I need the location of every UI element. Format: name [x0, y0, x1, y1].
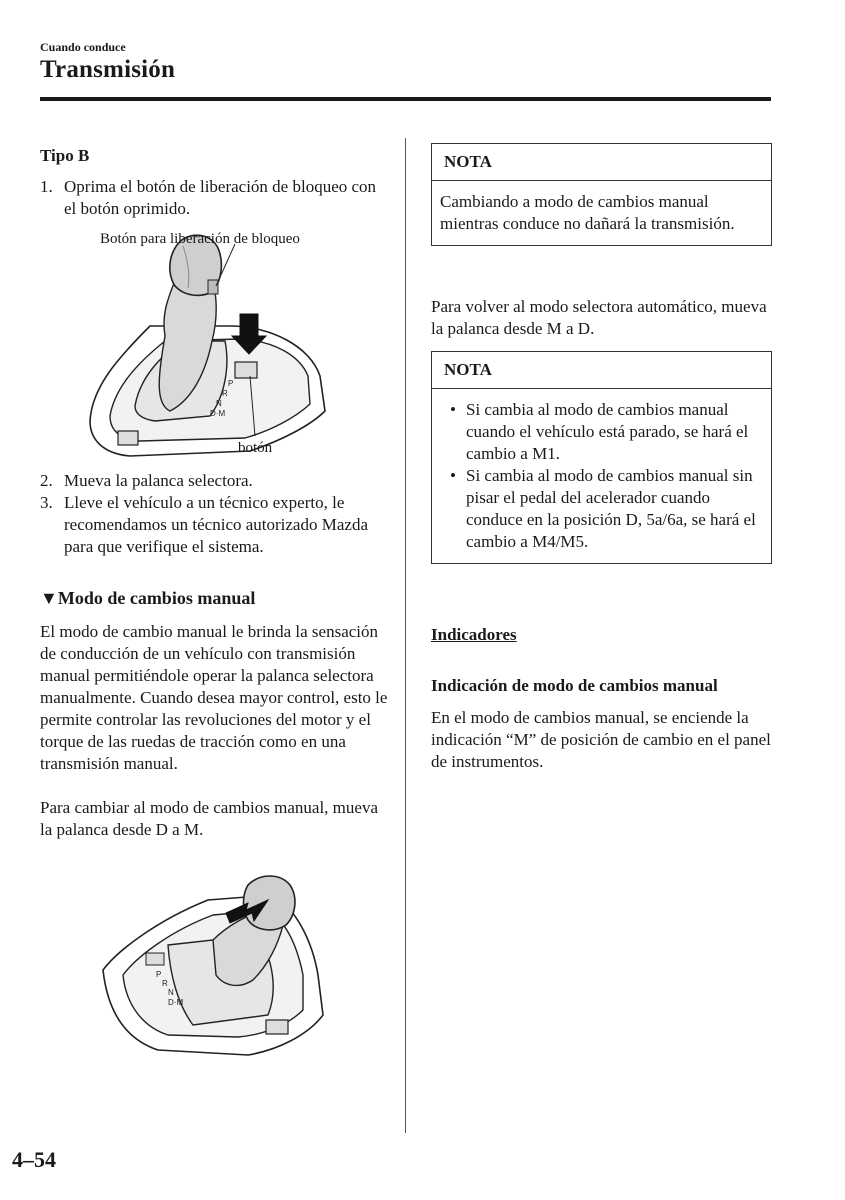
- figure-d-to-m: [98, 865, 330, 1060]
- step-text: Oprima el botón de liberación de bloqueo con el botón oprimido.: [64, 177, 377, 218]
- note-box-2: [431, 351, 772, 564]
- page-title: Transmisión: [40, 56, 176, 83]
- svg-text:R: R: [222, 389, 228, 398]
- svg-text:R: R: [162, 979, 168, 988]
- paragraph-return-auto: Para volver al modo selectora automático, mueva la palanca desde M a D.: [431, 297, 767, 338]
- svg-text:N: N: [216, 399, 222, 408]
- callout-button: botón: [238, 440, 273, 456]
- note-bullet-text: Si cambia al modo de cambios manual sin pisar el pedal del acelerador cuando conduce en la posición D, 5a/6a, se hará el cambio a M4/M5.: [466, 466, 756, 551]
- step-text: Lleve el vehículo a un técnico experto, le recomendamos un técnico autorizado Mazda para que verifique el sistema.: [64, 493, 368, 556]
- step-number: 1.: [40, 177, 53, 196]
- section-heading-manual-mode: [40, 587, 390, 609]
- bullet-icon: •: [450, 400, 456, 419]
- triangle-down-icon: ▼: [40, 588, 58, 608]
- note-title: NOTA: [432, 352, 771, 389]
- bullet-icon: •: [450, 466, 456, 485]
- note-bullet-item: [440, 399, 763, 465]
- note-bullet-item: [440, 465, 763, 553]
- note-box-1: [431, 143, 772, 246]
- callout-release-button: Botón para liberación de bloqueo: [100, 231, 300, 247]
- indicators-heading: Indicadores: [431, 625, 517, 644]
- note-body: [432, 389, 771, 563]
- note-bullet-text: Si cambia al modo de cambios manual cuando el vehículo está parado, se hará el cambio a M1.: [466, 400, 749, 463]
- svg-text:P: P: [156, 970, 162, 979]
- subheading-tipo-b: Tipo B: [40, 146, 90, 165]
- paragraph-manual-mode: El modo de cambio manual le brinda la sensación de conducción de un vehículo con transmisión manual permitiéndole operar la palanca selectora manualmente. Cuando desea mayor control, esto le permite controlar las revoluciones del motor y el torque de las ruedas de tracción como en una transmisión manual.: [40, 622, 388, 773]
- indicator-subheading: Indicación de modo de cambios manual: [431, 676, 718, 695]
- note-title: NOTA: [432, 144, 771, 181]
- steps-list-b: [40, 470, 390, 558]
- page-number: 4–54: [12, 1147, 56, 1172]
- svg-text:P: P: [228, 379, 234, 388]
- section-label: Cuando conduce: [40, 40, 126, 54]
- figure-release-button: [80, 226, 380, 462]
- header-rule: [40, 97, 771, 101]
- shift-lever-d-to-m-illustration: [98, 865, 330, 1060]
- step-number: 2.: [40, 471, 53, 490]
- note-bullet-list: [440, 399, 763, 553]
- svg-text:N: N: [168, 988, 174, 997]
- svg-text:D·M: D·M: [210, 409, 226, 418]
- paragraph-indicator: En el modo de cambios manual, se enciende la indicación “M” de posición de cambio en el panel de instrumentos.: [431, 708, 771, 771]
- step-text: Mueva la palanca selectora.: [64, 471, 253, 490]
- svg-text:D·M: D·M: [168, 998, 184, 1007]
- column-divider: [405, 138, 406, 1133]
- note-body: Cambiando a modo de cambios manual mientras conduce no dañará la transmisión.: [440, 192, 735, 233]
- step-item: [40, 492, 390, 558]
- step-item: [40, 176, 390, 220]
- section-heading-text: Modo de cambios manual: [57, 588, 256, 608]
- step-number: 3.: [40, 493, 53, 512]
- paragraph-change-to-manual: Para cambiar al modo de cambios manual, mueva la palanca desde D a M.: [40, 798, 378, 839]
- steps-list-a: [40, 176, 390, 220]
- shift-lever-illustration: [80, 226, 380, 462]
- step-item: [40, 470, 390, 492]
